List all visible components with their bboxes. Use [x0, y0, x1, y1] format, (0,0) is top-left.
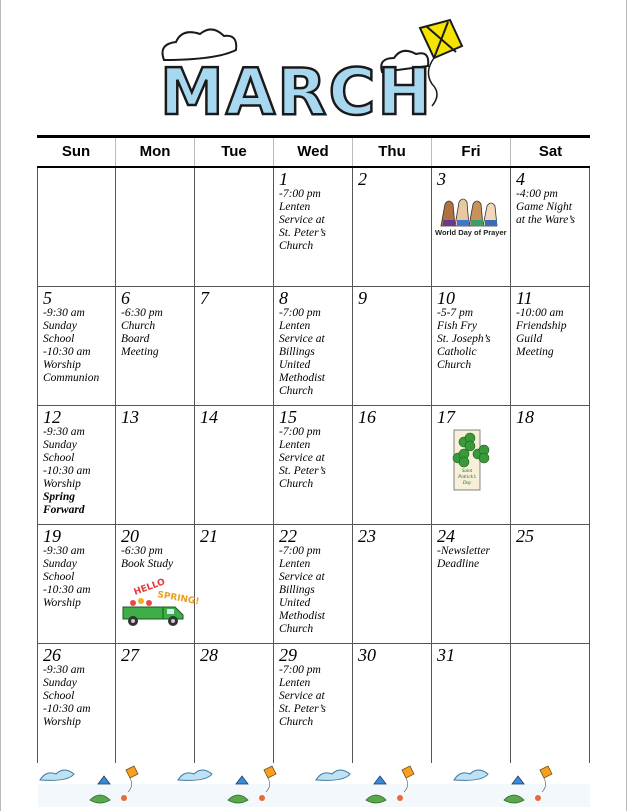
day-cell-10	[432, 287, 511, 406]
day-number: 13	[121, 407, 139, 427]
event-line: -10:30 am	[43, 584, 91, 596]
day-cell-9	[353, 287, 432, 406]
day-cell-26	[37, 644, 116, 763]
day-cell-3	[432, 168, 511, 287]
day-number: 4	[516, 169, 525, 189]
event-line: Billings	[279, 584, 315, 596]
day-cell-8	[274, 287, 353, 406]
day-cell-12	[37, 406, 116, 525]
day-cell-20	[116, 525, 200, 644]
calendar	[37, 135, 590, 763]
day-number: 25	[516, 526, 534, 546]
event-line: -7:00 pm	[279, 307, 321, 319]
event-line: Meeting	[121, 346, 159, 358]
event-line: St. Peter’s	[279, 703, 326, 715]
day-number: 1	[279, 169, 288, 189]
event-line: School	[43, 452, 75, 464]
day-cell-17	[432, 406, 511, 525]
day-cell-19	[37, 525, 116, 644]
event-line: Game Night	[516, 201, 572, 213]
empty-day-cell	[511, 644, 590, 763]
event-line: Book Study	[121, 558, 174, 570]
event-line: Church	[437, 359, 472, 371]
event-line: St. Joseph’s	[437, 333, 491, 345]
empty-day-cell	[37, 168, 116, 287]
event-line: -6:30 pm	[121, 307, 163, 319]
svg-text:HELLO: HELLO	[132, 577, 167, 598]
day-number: 17	[437, 407, 455, 427]
event-line: Church	[279, 716, 314, 728]
weekday-header	[37, 135, 590, 168]
event-line: -Newsletter	[437, 545, 491, 557]
day-number: 29	[279, 645, 297, 665]
day-cell-29	[274, 644, 353, 763]
day-number: 11	[516, 288, 533, 308]
event-line: Communion	[43, 372, 100, 384]
event-line: Church	[121, 320, 156, 332]
event-line: -10:30 am	[43, 346, 91, 358]
event-line-bold: Forward	[43, 504, 85, 516]
footer-border-art	[38, 762, 590, 807]
event-line-bold: Spring	[43, 491, 75, 503]
event-line: Catholic	[437, 346, 477, 358]
day-cell-25	[511, 525, 590, 644]
event-line: St. Peter’s	[279, 227, 326, 239]
art-caption: World Day of Prayer	[435, 228, 507, 237]
svg-text:Patrick’s: Patrick’s	[458, 475, 476, 480]
day-number: 21	[200, 526, 218, 546]
day-number: 31	[437, 645, 455, 665]
event-line: -9:30 am	[43, 664, 85, 676]
weekday-sun: Sun	[37, 138, 116, 166]
month-title-banner	[150, 14, 480, 130]
day-number: 5	[43, 288, 52, 308]
event-line: at the Ware’s	[516, 214, 575, 226]
event-line: Fish Fry	[437, 320, 477, 332]
event-line: Lenten	[279, 201, 311, 213]
day-number: 30	[358, 645, 376, 665]
event-line: Friendship	[516, 320, 567, 332]
event-line: -4:00 pm	[516, 188, 558, 200]
event-line: School	[43, 571, 75, 583]
day-cell-15	[274, 406, 353, 525]
day-number: 23	[358, 526, 376, 546]
event-line: St. Peter’s	[279, 465, 326, 477]
day-cell-11	[511, 287, 590, 406]
footer-art	[38, 762, 590, 807]
event-line: Service at	[279, 571, 325, 583]
event-line: Church	[279, 623, 314, 635]
event-line: Worship	[43, 478, 81, 490]
day-number: 22	[279, 526, 297, 546]
event-line: Sunday	[43, 320, 77, 332]
event-line: Lenten	[279, 320, 311, 332]
day-number: 3	[437, 169, 446, 189]
event-line: Board	[121, 333, 150, 345]
svg-text:SPRING!: SPRING!	[156, 590, 200, 608]
day-number: 2	[358, 169, 367, 189]
day-number: 15	[279, 407, 297, 427]
day-cell-27	[116, 644, 195, 763]
event-line: Service at	[279, 333, 325, 345]
day-cell-6	[116, 287, 195, 406]
day-number: 8	[279, 288, 288, 308]
weekday-wed: Wed	[274, 138, 353, 166]
weekday-fri: Fri	[432, 138, 511, 166]
event-line: -5-7 pm	[437, 307, 474, 319]
day-number: 12	[43, 407, 61, 427]
empty-day-cell	[195, 168, 274, 287]
day-cell-30	[353, 644, 432, 763]
event-line: United	[279, 597, 311, 609]
event-line: Service at	[279, 452, 325, 464]
event-line: -6:30 pm	[121, 545, 163, 557]
day-number: 26	[43, 645, 61, 665]
event-line: -7:00 pm	[279, 664, 321, 676]
day-number: 16	[358, 407, 376, 427]
world-day-of-prayer-icon	[435, 198, 507, 237]
event-line: -9:30 am	[43, 545, 85, 557]
event-line: Methodist	[279, 610, 325, 622]
event-line: -10:30 am	[43, 465, 91, 477]
day-cell-16	[353, 406, 432, 525]
event-line: Meeting	[516, 346, 554, 358]
event-line: Sunday	[43, 677, 77, 689]
event-line: -7:00 pm	[279, 545, 321, 557]
day-number: 6	[121, 288, 130, 308]
day-cell-4	[511, 168, 590, 287]
event-line: -10:30 am	[43, 703, 91, 715]
empty-day-cell	[116, 168, 195, 287]
day-cell-5	[37, 287, 116, 406]
event-line: -7:00 pm	[279, 426, 321, 438]
weekday-sat: Sat	[538, 143, 563, 160]
event-line: United	[279, 359, 311, 371]
day-cell-13	[116, 406, 195, 525]
event-line: Lenten	[279, 558, 311, 570]
event-line: Service at	[279, 690, 325, 702]
day-cell-14	[195, 406, 274, 525]
day-cell-22	[274, 525, 353, 644]
event-line: Lenten	[279, 439, 311, 451]
event-line: Sunday	[43, 558, 77, 570]
event-line: Lenten	[279, 677, 311, 689]
weekday-mon: Mon	[116, 138, 195, 166]
svg-text:Day: Day	[462, 481, 472, 486]
day-cell-28	[195, 644, 274, 763]
event-line: -9:30 am	[43, 426, 85, 438]
day-number: 19	[43, 526, 61, 546]
day-number: 20	[121, 526, 139, 546]
saint-patricks-day-icon	[448, 428, 492, 492]
hello-spring-truck-icon	[119, 577, 200, 631]
day-cell-18	[511, 406, 590, 525]
event-line: -7:00 pm	[279, 188, 321, 200]
day-number: 7	[200, 288, 209, 308]
event-line: Church	[279, 478, 314, 490]
weekday-tue: Tue	[195, 138, 274, 166]
page-left-edge	[0, 0, 1, 811]
event-line: Worship	[43, 597, 81, 609]
event-line: Deadline	[437, 558, 480, 570]
event-line: Church	[279, 240, 314, 252]
event-line: Methodist	[279, 372, 325, 384]
event-line: Worship	[43, 359, 81, 371]
day-number: 14	[200, 407, 218, 427]
event-line: School	[43, 333, 75, 345]
event-line: Sunday	[43, 439, 77, 451]
calendar-grid	[37, 168, 590, 763]
day-number: 27	[121, 645, 139, 665]
event-line: Worship	[43, 716, 81, 728]
event-line: -9:30 am	[43, 307, 85, 319]
day-number: 24	[437, 526, 455, 546]
day-cell-1	[274, 168, 353, 287]
svg-text:Saint: Saint	[461, 469, 473, 474]
weekday-thu: Thu	[353, 138, 432, 166]
month-title-art	[150, 14, 480, 130]
month-title: MARCH	[160, 56, 434, 130]
event-line: Billings	[279, 346, 315, 358]
day-number: 9	[358, 288, 367, 308]
day-number: 28	[200, 645, 218, 665]
day-cell-21	[195, 525, 274, 644]
day-number: 18	[516, 407, 534, 427]
day-cell-31	[432, 644, 511, 763]
day-cell-7	[195, 287, 274, 406]
event-line: Guild	[516, 333, 543, 345]
day-number: 10	[437, 288, 455, 308]
event-line: Service at	[279, 214, 325, 226]
day-cell-24	[432, 525, 511, 644]
day-cell-2	[353, 168, 432, 287]
day-cell-23	[353, 525, 432, 644]
event-line: Church	[279, 385, 314, 397]
event-line: School	[43, 690, 75, 702]
event-line: -10:00 am	[516, 307, 564, 319]
